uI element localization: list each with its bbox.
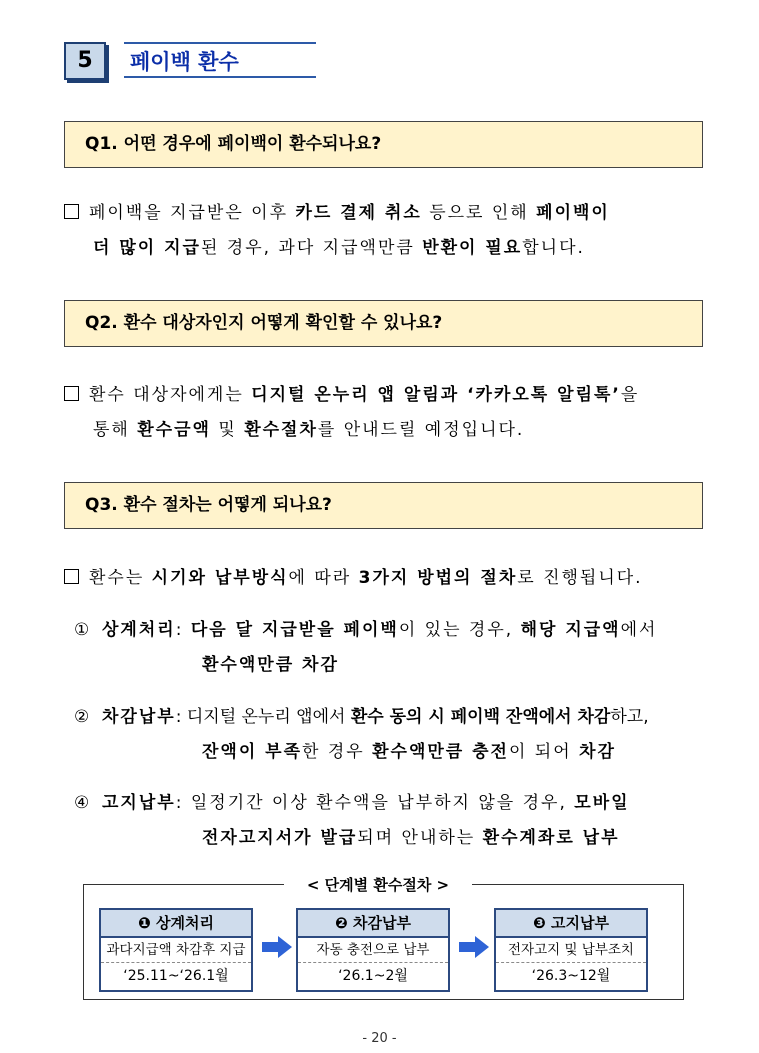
q3-question: Q3. 환수 절차는 어떻게 되나요? — [85, 495, 332, 515]
step-name: 상계처리 — [155, 914, 214, 932]
text: 에 따라 — [288, 568, 359, 588]
q1-answer — [64, 196, 709, 266]
step-number-icon: ❸ — [533, 914, 546, 932]
checkbox-bullet-icon — [64, 569, 79, 584]
method-item: ④ 고지납부: 일정기간 이상 환수액을 납부하지 않을 경우, 모바일 전자고지서가 발급되며 안내하는 환수계좌로 납부 — [74, 786, 714, 856]
step-box — [296, 908, 450, 992]
emphasis: 모바일 — [574, 793, 630, 813]
method-item: ① 상계처리: 다음 달 지급받을 페이백이 있는 경우, 해당 지급액에서 환수액만큼 차감 — [74, 613, 714, 683]
q2-answer — [64, 378, 709, 448]
emphasis: 차감 — [579, 742, 616, 762]
emphasis: 다음 달 지급받을 페이백 — [190, 620, 399, 640]
emphasis: 환수금액 — [137, 420, 211, 440]
text: 에서 — [620, 620, 658, 640]
emphasis: 환수액만큼 충전 — [372, 742, 509, 762]
emphasis: 디지털 온누리 앱 알림과 ‘카카오톡 알림톡’ — [251, 385, 621, 405]
section-title: 페이백 환수 — [124, 42, 316, 78]
checkbox-bullet-icon — [64, 386, 79, 401]
text: 등으로 인해 — [421, 203, 537, 223]
emphasis: 카드 결제 취소 — [295, 203, 422, 223]
page-number: - 20 - — [362, 1031, 397, 1046]
text: 환수 대상자에게는 — [89, 385, 252, 405]
q3-answer — [64, 561, 709, 596]
emphasis: 반환이 필요 — [422, 238, 523, 258]
text: 을 — [620, 385, 640, 405]
q2-question-box — [64, 300, 703, 347]
step-period: ‘26.3~12월 — [531, 968, 611, 984]
step-header — [496, 910, 646, 938]
text: 한 경우 — [302, 742, 373, 762]
diagram-title: < 단계별 환수절차 > — [284, 873, 472, 897]
text: 통해 — [93, 420, 138, 440]
emphasis: 시기와 납부방식 — [151, 568, 289, 588]
emphasis: 환수 동의 시 페이백 잔액에서 차감 — [350, 707, 611, 727]
section-number: 5 — [64, 42, 106, 80]
text: 이 되어 — [508, 742, 580, 762]
method-label: 차감납부 — [102, 707, 176, 727]
circled-number-icon: ① — [74, 620, 92, 640]
method-label: 고지납부 — [102, 793, 176, 813]
emphasis: 페이백이 — [536, 203, 610, 223]
text: 일정기간 이상 환수액을 납부하지 않을 경우, — [190, 793, 575, 813]
q1-question: Q1. 어떤 경우에 페이백이 환수되나요? — [85, 134, 382, 154]
step-number-icon: ❶ — [138, 914, 151, 932]
arrow-right-icon — [459, 936, 489, 958]
text: 되며 안내하는 — [357, 828, 483, 848]
emphasis: 환수액만큼 차감 — [202, 655, 339, 675]
step-period: ‘26.1~2월 — [338, 968, 408, 984]
text: 이 있는 경우, — [398, 620, 521, 640]
circled-number-icon: ② — [74, 707, 90, 727]
method-item: ② 차감납부: 디지털 온누리 앱에서 환수 동의 시 페이백 잔액에서 차감하고, 잔액이 부족한 경우 환수액만큼 충전이 되어 차감 — [74, 700, 714, 770]
text: 디지털 온누리 앱에서 — [186, 707, 351, 727]
text: 로 진행됩니다. — [517, 568, 643, 588]
method-label: 상계처리 — [102, 620, 176, 640]
step-name: 고지납부 — [550, 914, 609, 932]
emphasis: 3가지 방법의 절차 — [358, 568, 518, 588]
text: 된 경우, 과다 지급액만큼 — [200, 238, 423, 258]
step-box — [99, 908, 253, 992]
arrow-right-icon — [262, 936, 292, 958]
text: 를 안내드릴 예정입니다. — [317, 420, 525, 440]
step-number-icon: ❷ — [335, 914, 348, 932]
step-description: 자동 충전으로 납부 — [298, 938, 448, 963]
emphasis: 잔액이 부족 — [202, 742, 303, 762]
step-header — [298, 910, 448, 938]
checkbox-bullet-icon — [64, 204, 79, 219]
q3-question-box — [64, 482, 703, 529]
step-name: 차감납부 — [352, 914, 411, 932]
q2-question: Q2. 환수 대상자인지 어떻게 확인할 수 있나요? — [85, 313, 443, 333]
emphasis: 환수계좌로 납부 — [482, 828, 620, 848]
text: 하고, — [610, 707, 649, 727]
step-description: 전자고지 및 납부조치 — [496, 938, 646, 963]
step-description: 과다지급액 차감후 지급 — [101, 938, 251, 963]
text: 페이백을 지급받은 이후 — [89, 203, 296, 223]
circled-number-icon: ④ — [74, 793, 92, 813]
emphasis: 더 많이 지급 — [93, 238, 201, 258]
emphasis: 전자고지서가 발급 — [202, 828, 358, 848]
emphasis: 해당 지급액 — [520, 620, 621, 640]
text: 합니다. — [522, 238, 585, 258]
step-header — [101, 910, 251, 938]
q1-question-box — [64, 121, 703, 168]
emphasis: 환수절차 — [244, 420, 318, 440]
step-box — [494, 908, 648, 992]
text: 환수는 — [89, 568, 152, 588]
step-period: ‘25.11~‘26.1월 — [123, 968, 229, 984]
text: 및 — [210, 420, 245, 440]
